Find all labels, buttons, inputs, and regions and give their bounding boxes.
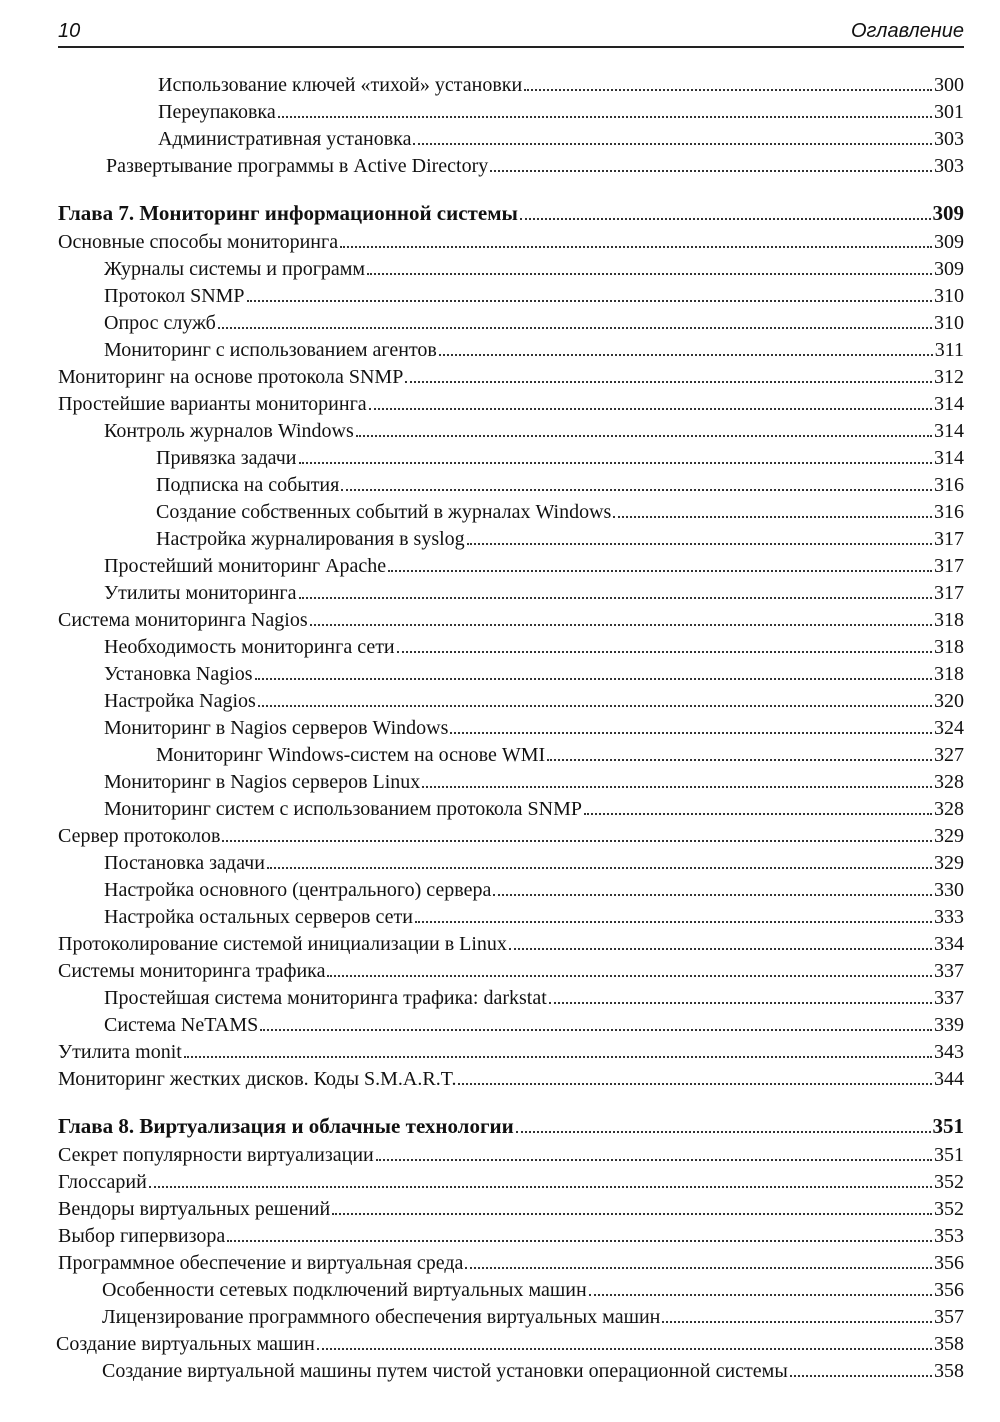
dot-leader — [184, 1056, 932, 1058]
toc-entry-title: Утилита monit — [58, 1041, 182, 1063]
toc-entry-page: 309 — [934, 258, 964, 280]
toc-entry — [0, 1331, 964, 1357]
toc-entry-page: 317 — [934, 555, 964, 577]
dot-leader — [439, 354, 933, 356]
toc-entry-title: Создание собственных событий в журналах Windows — [156, 501, 612, 523]
toc-entry — [0, 1066, 964, 1092]
toc-entry — [0, 688, 964, 714]
toc-entry — [0, 715, 964, 741]
dot-leader — [509, 948, 932, 950]
toc-entry-title: Настройка журналирования в syslog — [156, 528, 465, 550]
toc-entry-title: Секрет популярности виртуализации — [58, 1144, 374, 1166]
toc-entry — [0, 634, 964, 660]
toc-entry — [0, 1142, 964, 1168]
dot-leader — [340, 246, 932, 248]
dot-leader — [218, 327, 932, 329]
toc-entry — [0, 1277, 964, 1303]
toc-entry — [0, 661, 964, 687]
toc-entry-title: Основные способы мониторинга — [58, 231, 339, 253]
toc-entry — [0, 310, 964, 336]
toc-entry-title: Настройка Nagios — [104, 690, 256, 712]
toc-entry — [0, 391, 964, 417]
toc-entry — [0, 1169, 964, 1195]
toc-entry-page: 301 — [934, 101, 964, 123]
toc-entry-title: Система мониторинга Nagios — [58, 609, 308, 631]
toc-entry-title: Необходимость мониторинга сети — [104, 636, 395, 658]
toc-entry-page: 358 — [934, 1333, 964, 1355]
toc-entry — [0, 985, 964, 1011]
toc-entry — [0, 153, 964, 179]
dot-leader — [549, 1002, 932, 1004]
toc-entry — [0, 823, 964, 849]
dot-leader — [267, 867, 932, 869]
toc-entry-title: Мониторинг в Nagios серверов Linux — [104, 771, 421, 793]
toc-entry-title: Административная установка — [158, 128, 412, 150]
dot-leader — [415, 921, 932, 923]
toc-entry-page: 328 — [934, 798, 964, 820]
toc-entry-title: Протоколирование системой инициализации в Linux — [58, 933, 507, 955]
toc-entry — [0, 418, 964, 444]
toc-entry-page: 352 — [934, 1198, 964, 1220]
toc-entry-page: 343 — [934, 1041, 964, 1063]
toc-entry-title: Глава 8. Виртуализация и облачные технологии — [58, 1114, 514, 1138]
toc-entry-page: 356 — [934, 1279, 964, 1301]
toc-entry-title: Настройка остальных серверов сети — [104, 906, 413, 928]
toc-entry — [0, 283, 964, 309]
toc-entry — [0, 1250, 964, 1276]
dot-leader — [450, 732, 932, 734]
toc-entry-title: Простейшая система мониторинга трафика: darkstat — [104, 987, 547, 1009]
toc-entry — [0, 580, 964, 606]
toc-entry — [0, 1304, 964, 1330]
dot-leader — [341, 489, 932, 491]
dot-leader — [222, 840, 932, 842]
toc-entry-page: 353 — [934, 1225, 964, 1247]
toc-entry-page: 310 — [934, 312, 964, 334]
toc-entry-title: Мониторинг жестких дисков. Коды S.M.A.R.T. — [58, 1068, 457, 1090]
toc-entry-title: Подписка на события — [156, 474, 340, 496]
toc-entry-title: Лицензирование программного обеспечения виртуальных машин — [102, 1306, 661, 1328]
toc-entry-title: Системы мониторинга трафика — [58, 960, 326, 982]
toc-entry — [0, 607, 964, 633]
toc-entry-page: 337 — [934, 987, 964, 1009]
dot-leader — [589, 1294, 932, 1296]
toc-entry — [0, 742, 964, 768]
toc-entry-page: 317 — [934, 582, 964, 604]
toc-entry-page: 309 — [934, 231, 964, 253]
toc-entry-title: Использование ключей «тихой» установки — [158, 74, 523, 96]
toc-entry-title: Мониторинг с использованием агентов — [104, 339, 437, 361]
dot-leader — [662, 1321, 932, 1323]
toc-entry-title: Создание виртуальной машины путем чистой установки операционной системы — [102, 1360, 788, 1382]
dot-leader — [299, 597, 933, 599]
toc-entry-page: 311 — [934, 339, 964, 361]
toc-entry-title: Привязка задачи — [156, 447, 297, 469]
toc-entry-title: Развертывание программы в Active Directory — [106, 155, 489, 177]
toc-entry-page: 329 — [934, 852, 964, 874]
toc-entry-page: 303 — [934, 128, 964, 150]
dot-leader — [520, 218, 931, 220]
toc-entry-title: Простейший мониторинг Apache — [104, 555, 387, 577]
toc-entry — [0, 769, 964, 795]
toc-entry-page: 318 — [934, 636, 964, 658]
toc-entry-page: 324 — [934, 717, 964, 739]
toc-entry-title: Мониторинг на основе протокола SNMP — [58, 366, 404, 388]
dot-leader — [490, 170, 932, 172]
dot-leader — [317, 1348, 932, 1350]
toc-entry — [0, 1012, 964, 1038]
toc-entry-page: 339 — [934, 1014, 964, 1036]
dot-leader — [227, 1240, 932, 1242]
toc-entry-page: 357 — [934, 1306, 964, 1328]
dot-leader — [367, 273, 932, 275]
dot-leader — [790, 1375, 932, 1377]
toc-entry — [0, 256, 964, 282]
toc-entry-page: 337 — [934, 960, 964, 982]
toc-entry-page: 356 — [934, 1252, 964, 1274]
dot-leader — [405, 381, 932, 383]
toc-entry-page: 310 — [934, 285, 964, 307]
toc-entry — [0, 958, 964, 984]
toc-entry — [0, 526, 964, 552]
toc-entry-page: 328 — [934, 771, 964, 793]
toc-entry-title: Мониторинг в Nagios серверов Windows — [104, 717, 449, 739]
toc-entry-title: Мониторинг Windows-систем на основе WMI — [156, 744, 546, 766]
toc-entry-title: Протокол SNMP — [104, 285, 245, 307]
toc-entry — [0, 337, 964, 363]
dot-leader — [247, 300, 932, 302]
toc-entry-page: 351 — [932, 1114, 964, 1138]
dot-leader — [310, 624, 932, 626]
dot-leader — [458, 1083, 932, 1085]
page-header — [58, 18, 964, 48]
toc-entry — [0, 472, 964, 498]
toc-chapter-entry — [0, 1113, 964, 1139]
dot-leader — [149, 1186, 932, 1188]
toc-entry — [0, 796, 964, 822]
toc-entry-title: Глава 7. Мониторинг информационной системы — [58, 201, 518, 225]
running-title: Оглавление — [850, 20, 964, 42]
dot-leader — [327, 975, 932, 977]
toc-entry-title: Мониторинг систем с использованием протокола SNMP — [104, 798, 582, 820]
toc-entry — [0, 553, 964, 579]
toc-entry-page: 327 — [934, 744, 964, 766]
toc-entry — [0, 499, 964, 525]
toc-entry-page: 317 — [934, 528, 964, 550]
toc-entry-title: Утилиты мониторинга — [104, 582, 297, 604]
dot-leader — [516, 1131, 931, 1133]
toc-entry-title: Контроль журналов Windows — [104, 420, 354, 442]
toc-entry-page: 358 — [934, 1360, 964, 1382]
toc-entry-title: Вендоры виртуальных решений — [58, 1198, 331, 1220]
toc-entry-title: Установка Nagios — [104, 663, 253, 685]
dot-leader — [258, 705, 932, 707]
toc-entry-page: 300 — [934, 74, 964, 96]
dot-leader — [584, 813, 932, 815]
toc-chapter-entry — [0, 200, 964, 226]
toc-entry-page: 314 — [934, 393, 964, 415]
toc-entry-page: 334 — [934, 933, 964, 955]
toc-entry-page: 314 — [934, 420, 964, 442]
page-number: 10 — [58, 20, 81, 42]
toc-entry-page: 333 — [934, 906, 964, 928]
toc-entry — [0, 445, 964, 471]
toc-entry-title: Журналы системы и программ — [104, 258, 366, 280]
toc-entry-page: 303 — [934, 155, 964, 177]
toc-entry — [0, 1196, 964, 1222]
dot-leader — [467, 543, 932, 545]
dot-leader — [299, 462, 932, 464]
toc-entry-page: 320 — [934, 690, 964, 712]
toc-entry-page: 351 — [934, 1144, 964, 1166]
toc-entry-page: 352 — [934, 1171, 964, 1193]
toc-entry-title: Простейшие варианты мониторинга — [58, 393, 367, 415]
dot-leader — [388, 570, 932, 572]
toc-entry — [0, 126, 964, 152]
dot-leader — [260, 1029, 932, 1031]
dot-leader — [524, 89, 932, 91]
toc-entry-page: 316 — [934, 501, 964, 523]
dot-leader — [369, 408, 932, 410]
toc-entry-title: Выбор гипервизора — [58, 1225, 226, 1247]
toc-entry-title: Создание виртуальных машин — [56, 1333, 315, 1355]
toc-entry — [0, 1039, 964, 1065]
toc-entry — [0, 931, 964, 957]
toc-entry — [0, 1223, 964, 1249]
dot-leader — [397, 651, 932, 653]
toc-entry-title: Настройка основного (центрального) сервера — [104, 879, 492, 901]
toc-entry-title: Глоссарий — [58, 1171, 147, 1193]
toc-entry-page: 312 — [934, 366, 964, 388]
toc-entry — [0, 99, 964, 125]
dot-leader — [613, 516, 932, 518]
dot-leader — [278, 116, 932, 118]
toc-entry-title: Опрос служб — [104, 312, 216, 334]
toc-entry — [0, 229, 964, 255]
dot-leader — [413, 143, 932, 145]
toc-entry-page: 330 — [934, 879, 964, 901]
dot-leader — [376, 1159, 932, 1161]
dot-leader — [356, 435, 932, 437]
toc-entry — [0, 850, 964, 876]
dot-leader — [493, 894, 932, 896]
toc-entry — [0, 904, 964, 930]
dot-leader — [465, 1267, 932, 1269]
toc-entry-title: Программное обеспечение и виртуальная среда — [58, 1252, 464, 1274]
toc-entry-page: 318 — [934, 609, 964, 631]
toc-entry-title: Переупаковка — [158, 101, 276, 123]
toc-entry-page: 316 — [934, 474, 964, 496]
toc-entry-page: 318 — [934, 663, 964, 685]
dot-leader — [422, 786, 932, 788]
toc-entry-title: Сервер протоколов — [58, 825, 221, 847]
dot-leader — [332, 1213, 932, 1215]
toc-entry-title: Особенности сетевых подключений виртуальных машин — [102, 1279, 587, 1301]
toc-entry-title: Постановка задачи — [104, 852, 265, 874]
toc-entry-page: 329 — [934, 825, 964, 847]
toc-entry-title: Система NeTAMS — [104, 1014, 259, 1036]
dot-leader — [255, 678, 932, 680]
dot-leader — [547, 759, 932, 761]
toc-entry — [0, 1358, 964, 1384]
toc-entry-page: 344 — [934, 1068, 964, 1090]
toc-entry-page: 309 — [932, 201, 964, 225]
toc-entry-page: 314 — [934, 447, 964, 469]
toc-entry — [0, 877, 964, 903]
toc-entry — [0, 72, 964, 98]
toc-entry — [0, 364, 964, 390]
